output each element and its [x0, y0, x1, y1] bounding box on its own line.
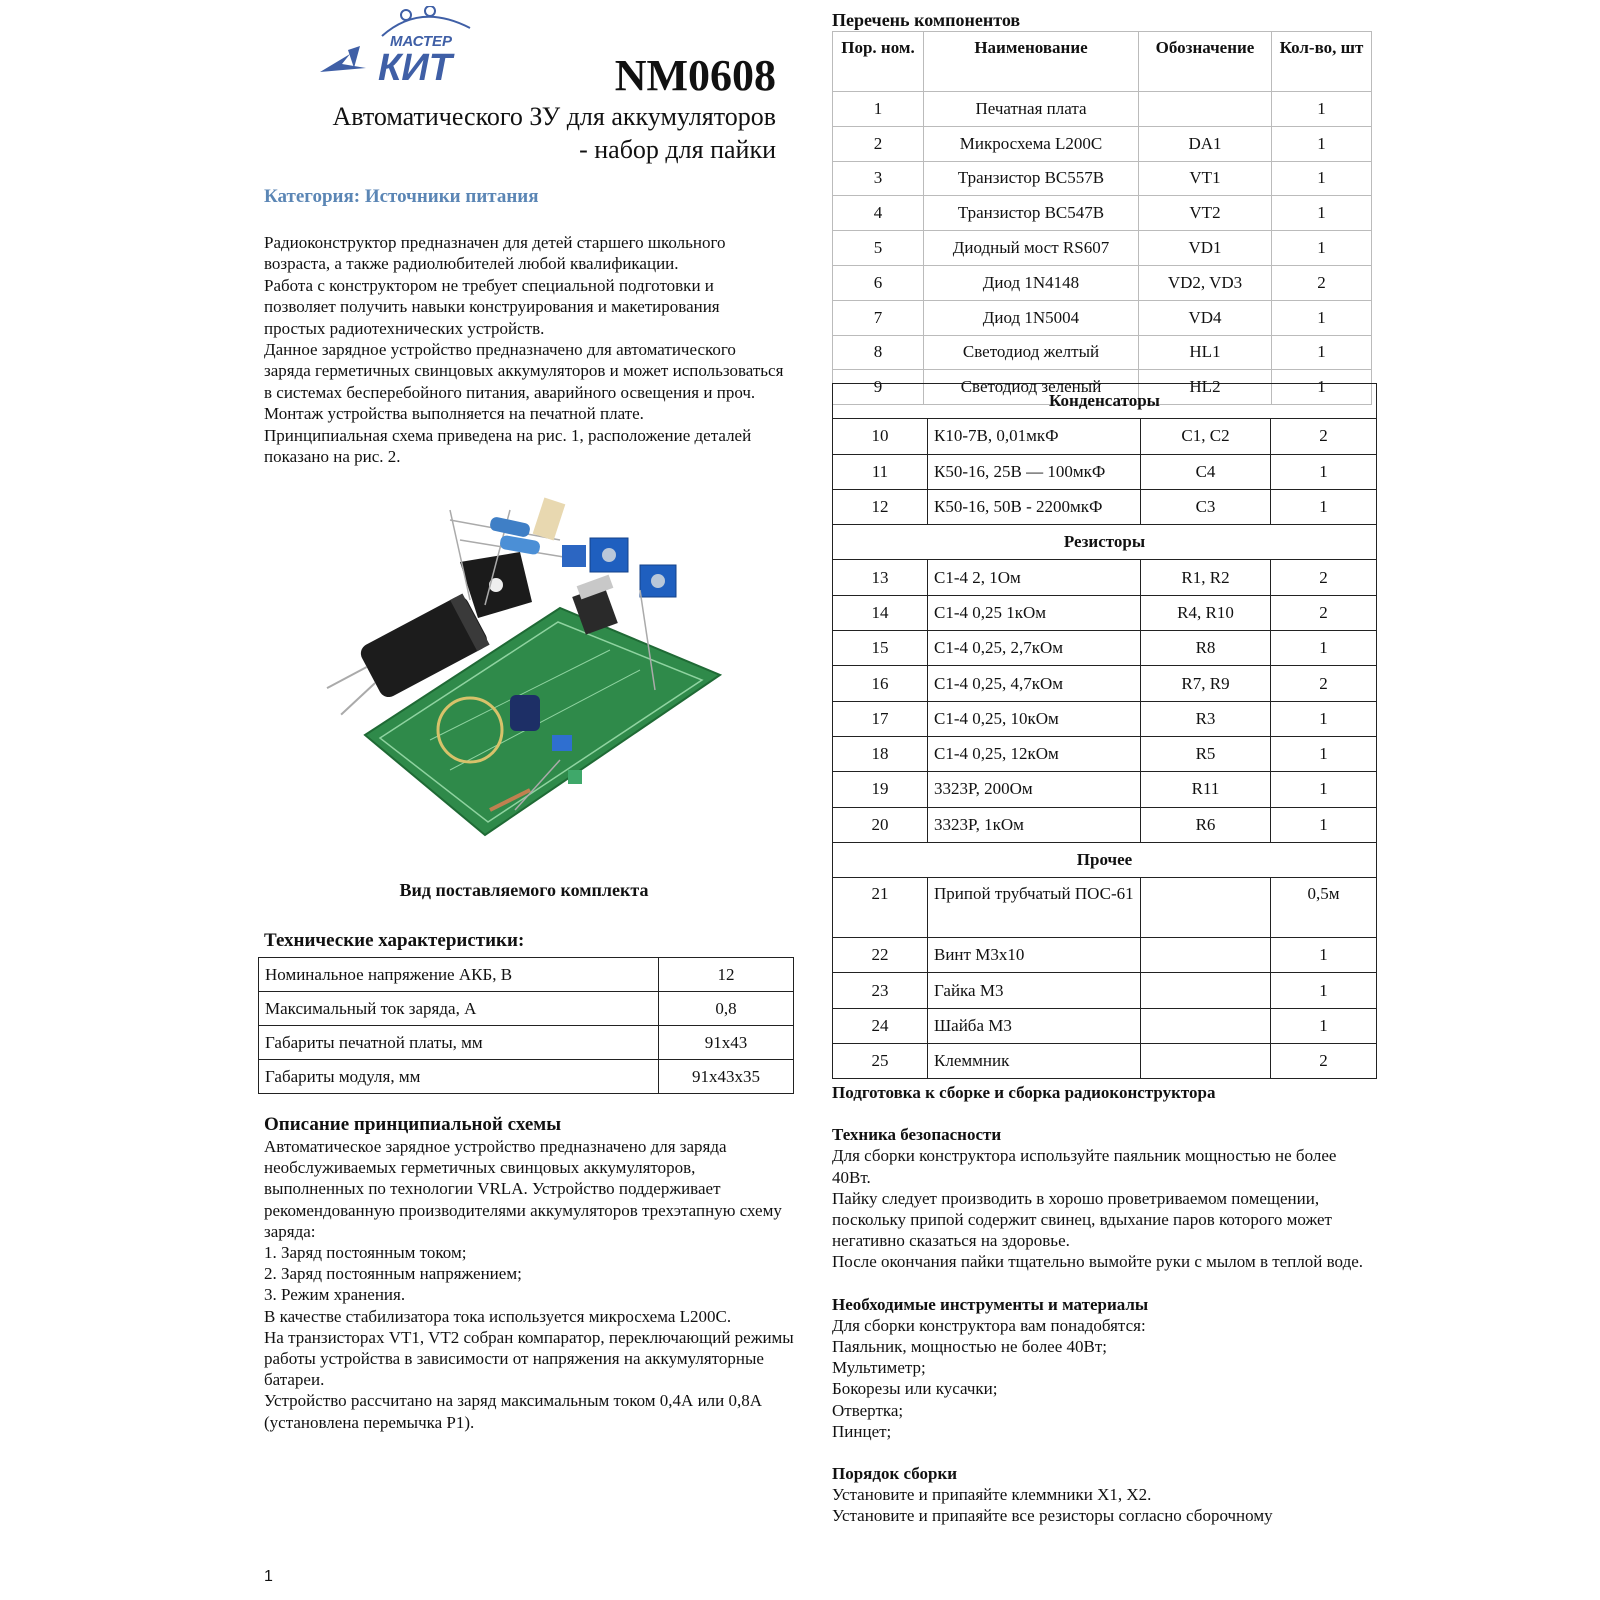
table-row [833, 300, 1372, 335]
column-header: Пор. ном. [833, 32, 924, 92]
spec-label: Габариты печатной платы, мм [259, 1026, 659, 1060]
cell-designator: HL2 [1139, 370, 1272, 405]
cell-name: С1-4 0,25, 12кОм [928, 736, 1141, 771]
cell-index: 18 [833, 736, 928, 771]
table-header-row [833, 32, 1372, 92]
cell-index: 9 [833, 370, 924, 405]
table-row [833, 196, 1372, 231]
cell-quantity: 1 [1271, 631, 1377, 666]
safety-line: Пайку следует производить в хорошо проветриваемом помещении, поскольку припой содержит свинец, вдыхание паров которого может негативно сказаться на здоровье. [832, 1188, 1332, 1251]
table-section-row [833, 842, 1377, 877]
spec-value: 12 [659, 958, 794, 992]
cell-quantity: 1 [1272, 161, 1372, 196]
intro-paragraph: Работа с конструктором не требует специальной подготовки и позволяет получить навыки конструирования и макетирования простых радиотехнических устройств. [264, 275, 720, 338]
cell-quantity: 1 [1272, 231, 1372, 266]
schematic-paragraph: На транзисторах VT1, VT2 собран компаратор, переключающий режимы работы устройства в зависимости от напряжения на аккумуляторные батареи. [264, 1327, 794, 1390]
cell-quantity: 1 [1271, 1008, 1377, 1043]
cell-designator: R8 [1141, 631, 1271, 666]
spec-value: 91х43 [659, 1026, 794, 1060]
cell-name: 3323P, 1кОм [928, 807, 1141, 842]
cell-index: 23 [833, 973, 928, 1008]
section-title: Конденсаторы [833, 384, 1377, 419]
cell-name: С1-4 2, 1Ом [928, 560, 1141, 595]
cell-designator [1141, 1008, 1271, 1043]
cell-index: 17 [833, 701, 928, 736]
cell-name: Винт М3х10 [928, 938, 1141, 973]
table-section-row [833, 384, 1377, 419]
schematic-paragraph: В качестве стабилизатора тока используется микросхема L200C. [264, 1306, 732, 1326]
components-heading: Перечень компонентов [832, 10, 1021, 30]
cell-quantity: 1 [1272, 126, 1372, 161]
table-row [833, 231, 1372, 266]
cell-designator: VT2 [1139, 196, 1272, 231]
schematic-paragraph: Устройство рассчитано на заряд максимальным током 0,4А или 0,8А (установлена перемычка Р1). [264, 1391, 763, 1432]
table-row [833, 265, 1372, 300]
column-header: Наименование [924, 32, 1139, 92]
cell-name: Транзистор BC557B [924, 161, 1139, 196]
logo-ring [401, 10, 411, 20]
table-row [259, 1026, 794, 1060]
table-row [833, 736, 1377, 771]
tools-heading: Необходимые инструменты и материалы [832, 1294, 1149, 1314]
logo-bird-tail [348, 46, 360, 68]
cell-quantity: 1 [1271, 489, 1377, 524]
cell-index: 7 [833, 300, 924, 335]
logo-text-top: МАСТЕР [390, 33, 453, 50]
spec-label: Габариты модуля, мм [259, 1060, 659, 1094]
column-header: Кол-во, шт [1272, 32, 1372, 92]
cell-name: К10-7В, 0,01мкФ [928, 419, 1141, 454]
tools-line: Для сборки конструктора вам понадобятся: [832, 1315, 1146, 1335]
terminal-screw [651, 574, 665, 588]
logo-ring [425, 6, 435, 16]
table-row [833, 489, 1377, 524]
table-row [833, 631, 1377, 666]
intro-text [264, 232, 784, 467]
table-row [833, 772, 1377, 807]
cell-designator [1139, 92, 1272, 127]
logo-graphic [320, 6, 490, 84]
table-row [259, 958, 794, 992]
cell-designator: R4, R10 [1141, 595, 1271, 630]
cell-name: Транзистор BC547B [924, 196, 1139, 231]
cell-designator: VD4 [1139, 300, 1272, 335]
spec-value: 91х43х35 [659, 1060, 794, 1094]
page-number: 1 [264, 1568, 273, 1585]
cell-name: Клеммник [928, 1044, 1141, 1079]
cell-designator: R3 [1141, 701, 1271, 736]
spec-value: 0,8 [659, 992, 794, 1026]
specs-heading: Технические характеристики: [264, 930, 525, 951]
table-row [833, 126, 1372, 161]
photo-caption: Вид поставляемого комплекта [399, 880, 649, 900]
table-row [833, 92, 1372, 127]
intro-paragraph: Радиоконструктор предназначен для детей старшего школьного возраста, а также радиолюбителей любой квалификации. [264, 233, 726, 274]
table-row [833, 1044, 1377, 1079]
components-rows-sections [833, 384, 1377, 1079]
cell-index: 20 [833, 807, 928, 842]
cell-quantity: 1 [1271, 701, 1377, 736]
ceramic-capacitor [568, 770, 582, 784]
cell-quantity: 0,5м [1271, 878, 1377, 938]
cell-quantity: 1 [1272, 335, 1372, 370]
cell-name: Шайба М3 [928, 1008, 1141, 1043]
table-row [833, 701, 1377, 736]
cell-quantity: 2 [1271, 1044, 1377, 1079]
cell-designator: VD2, VD3 [1139, 265, 1272, 300]
table-row [833, 335, 1372, 370]
cell-index: 25 [833, 1044, 928, 1079]
cell-index: 15 [833, 631, 928, 666]
table-row [833, 938, 1377, 973]
cell-index: 10 [833, 419, 928, 454]
spec-label: Номинальное напряжение АКБ, В [259, 958, 659, 992]
film-capacitor [533, 498, 566, 541]
trimmer-resistor [562, 545, 586, 567]
table-row [833, 878, 1377, 938]
electrolytic-capacitor-small [510, 695, 540, 731]
schematic-paragraph: 3. Режим хранения. [264, 1285, 406, 1305]
cell-index: 4 [833, 196, 924, 231]
cell-designator: VT1 [1139, 161, 1272, 196]
cell-name: 3323P, 200Ом [928, 772, 1141, 807]
cell-designator: VD1 [1139, 231, 1272, 266]
cell-index: 2 [833, 126, 924, 161]
schematic-description [264, 1136, 794, 1433]
assembly-heading: Подготовка к сборке и сборка радиоконструктора [832, 1083, 1216, 1102]
tools-line: Пинцет; [832, 1421, 892, 1441]
tools-line: Мультиметр; [832, 1358, 926, 1378]
table-section-row [833, 525, 1377, 560]
cell-name: Диод 1N5004 [924, 300, 1139, 335]
cell-name: Микросхема L200C [924, 126, 1139, 161]
ceramic-capacitor [552, 735, 572, 751]
cell-quantity: 2 [1271, 666, 1377, 701]
table-row [833, 1008, 1377, 1043]
tools-line: Отвертка; [832, 1400, 904, 1420]
safety-line: Для сборки конструктора используйте паяльник мощностью не более 40Вт. [832, 1146, 1337, 1187]
cell-quantity: 1 [1271, 736, 1377, 771]
logo [320, 6, 490, 84]
cell-designator: C4 [1141, 454, 1271, 489]
table-row [833, 666, 1377, 701]
cell-index: 6 [833, 265, 924, 300]
cell-index: 13 [833, 560, 928, 595]
cell-quantity: 1 [1272, 92, 1372, 127]
cell-quantity: 1 [1271, 973, 1377, 1008]
cell-index: 3 [833, 161, 924, 196]
order-line: Установите и припаяйте клеммники X1, X2. [832, 1485, 1152, 1505]
cell-designator: R5 [1141, 736, 1271, 771]
cell-name: С1-4 0,25, 10кОм [928, 701, 1141, 736]
schematic-paragraph: Автоматическое зарядное устройство предназначено для заряда необслуживаемых герметичных свинцовых аккумуляторов, выполненных по технологии VRLA. Устройство поддерживает рекомендованную производителями аккумуляторов трехэтапную схему заряда: [264, 1137, 782, 1241]
table-row [833, 595, 1377, 630]
cell-quantity: 1 [1272, 370, 1372, 405]
cell-index: 11 [833, 454, 928, 489]
cell-quantity: 1 [1271, 772, 1377, 807]
cell-index: 22 [833, 938, 928, 973]
subtitle-line: Автоматического ЗУ для аккумуляторов [332, 102, 776, 131]
cell-quantity: 2 [1271, 560, 1377, 595]
table-row [259, 1060, 794, 1094]
cell-designator: DA1 [1139, 126, 1272, 161]
cell-name: С1-4 0,25 1кОм [928, 595, 1141, 630]
components-table [832, 31, 1372, 405]
logo-text-main: КИТ [378, 47, 452, 84]
cell-index: 12 [833, 489, 928, 524]
cell-name: Светодиод желтый [924, 335, 1139, 370]
components-rows-main [833, 92, 1372, 405]
cell-index: 14 [833, 595, 928, 630]
order-line: Установите и припаяйте все резисторы согласно сборочному [832, 1506, 1273, 1526]
cell-index: 5 [833, 231, 924, 266]
table-row [833, 807, 1377, 842]
subtitle-line: - набор для пайки [579, 135, 776, 164]
cell-quantity: 1 [1271, 454, 1377, 489]
tools-line: Паяльник, мощностью не более 40Вт; [832, 1337, 1108, 1357]
cell-name: С1-4 0,25, 2,7кОм [928, 631, 1141, 666]
cell-name: К50-16, 25В — 100мкФ [928, 454, 1141, 489]
cell-index: 24 [833, 1008, 928, 1043]
cell-index: 16 [833, 666, 928, 701]
product-code: NM0608 [614, 51, 776, 100]
cell-designator: HL1 [1139, 335, 1272, 370]
order-heading: Порядок сборки [832, 1464, 958, 1484]
tools-line: Бокорезы или кусачки; [832, 1379, 998, 1399]
safety-heading: Техника безопасности [832, 1125, 1002, 1145]
table-row [259, 992, 794, 1026]
safety-line: После окончания пайки тщательно вымойте руки с мылом в теплой воде. [832, 1252, 1364, 1272]
cell-quantity: 1 [1271, 807, 1377, 842]
cell-quantity: 1 [1272, 196, 1372, 231]
cell-name: Диод 1N4148 [924, 265, 1139, 300]
cell-index: 1 [833, 92, 924, 127]
cell-designator: C3 [1141, 489, 1271, 524]
logo-bird-wing [320, 54, 366, 72]
cell-index: 8 [833, 335, 924, 370]
table-row [833, 454, 1377, 489]
specs-table [258, 957, 794, 1094]
cell-name: Диодный мост RS607 [924, 231, 1139, 266]
cell-quantity: 2 [1271, 419, 1377, 454]
cell-designator: R7, R9 [1141, 666, 1271, 701]
cell-name: Гайка М3 [928, 973, 1141, 1008]
cell-designator [1141, 1044, 1271, 1079]
intro-paragraph: Монтаж устройства выполняется на печатной плате. [264, 404, 644, 424]
intro-paragraph: Данное зарядное устройство предназначено для автоматического заряда герметичных свинцовых аккумуляторов и может использоваться в системах бесперебойного питания, аварийного освещения и проч. [264, 340, 784, 402]
assembly-section [832, 1082, 1372, 1527]
schematic-paragraph: 1. Заряд постоянным током; [264, 1243, 467, 1263]
cell-quantity: 1 [1271, 938, 1377, 973]
schematic-heading: Описание принципиальной схемы [264, 1114, 562, 1135]
cell-designator: R6 [1141, 807, 1271, 842]
cell-quantity: 2 [1271, 595, 1377, 630]
cell-index: 19 [833, 772, 928, 807]
cell-name: Припой трубчатый ПОС-61 [928, 878, 1141, 938]
cell-designator [1141, 878, 1271, 938]
terminal-screw [602, 548, 616, 562]
cell-designator [1141, 938, 1271, 973]
intro-paragraph: Принципиальная схема приведена на рис. 1, расположение деталей показано на рис. 2. [264, 425, 752, 467]
table-row [833, 560, 1377, 595]
cell-designator: R1, R2 [1141, 560, 1271, 595]
subtitle [270, 100, 776, 166]
cell-name: К50-16, 50В - 2200мкФ [928, 489, 1141, 524]
table-row [833, 973, 1377, 1008]
cell-name: Печатная плата [924, 92, 1139, 127]
table-row [833, 419, 1377, 454]
schematic-paragraph: 2. Заряд постоянным напряжением; [264, 1264, 522, 1284]
cell-index: 21 [833, 878, 928, 938]
cell-quantity: 1 [1272, 300, 1372, 335]
table-row [833, 161, 1372, 196]
cell-designator [1141, 973, 1271, 1008]
section-title: Прочее [833, 842, 1377, 877]
column-header: Обозначение [1139, 32, 1272, 92]
cell-name: С1-4 0,25, 4,7кОм [928, 666, 1141, 701]
cell-quantity: 2 [1272, 265, 1372, 300]
section-title: Резисторы [833, 525, 1377, 560]
components-table-sections [832, 383, 1377, 1079]
cell-designator: C1, C2 [1141, 419, 1271, 454]
spec-label: Максимальный ток заряда, А [259, 992, 659, 1026]
kit-photo [310, 490, 750, 860]
cell-name: Светодиод зеленый [924, 370, 1139, 405]
category-link[interactable]: Категория: Источники питания [264, 186, 539, 207]
cell-designator: R11 [1141, 772, 1271, 807]
